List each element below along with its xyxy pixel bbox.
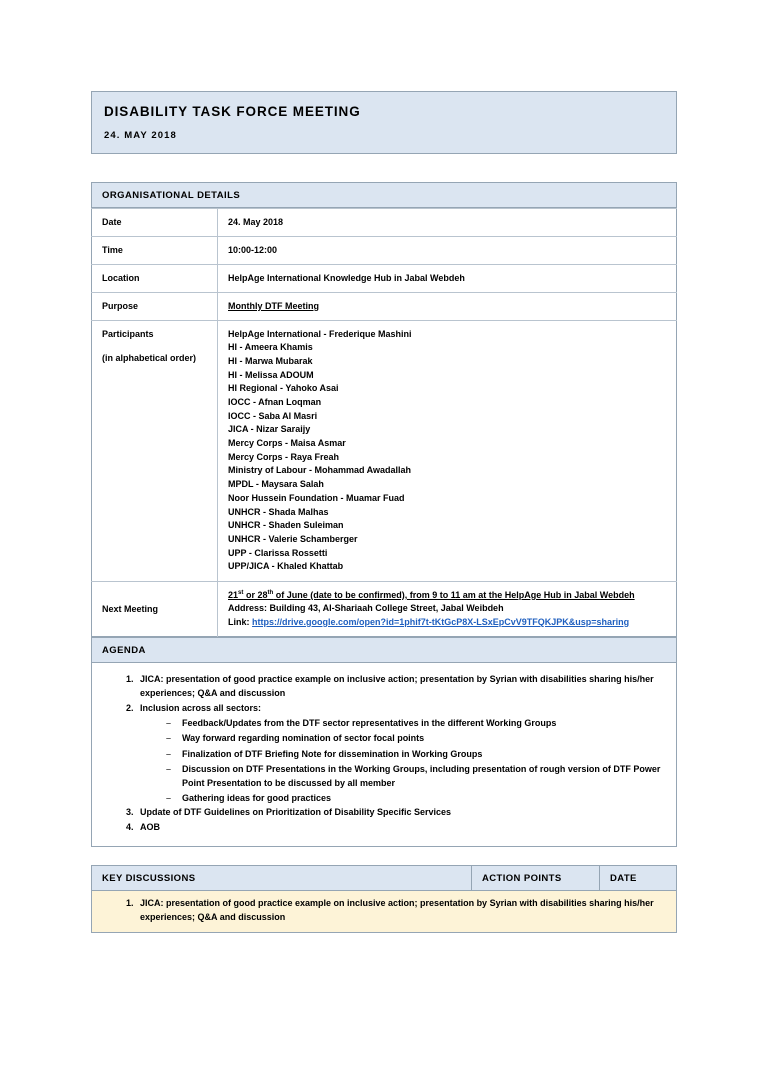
row-label-date: Date bbox=[92, 208, 218, 236]
agenda-body bbox=[91, 663, 677, 847]
agenda-subitem: – Discussion on DTF Presentations in the Working Groups, including presentation of rough version of DTF Power Point Presentation to be discussed by all member bbox=[166, 762, 666, 790]
participants-label: Participants bbox=[102, 328, 154, 339]
row-value-time: 10:00-12:00 bbox=[218, 236, 677, 264]
list-item: HI - Marwa Mubarak bbox=[228, 356, 313, 367]
list-item: UNHCR - Shada Malhas bbox=[228, 506, 329, 517]
participants-sublabel: (in alphabetical order) bbox=[102, 352, 197, 363]
row-label-time: Time bbox=[92, 236, 218, 264]
section-header-agenda: AGENDA bbox=[91, 637, 677, 663]
next-meeting-conjunction: or 28 bbox=[243, 589, 268, 600]
ordinal-suffix-2: th bbox=[267, 588, 274, 596]
row-label-next-meeting: Next Meeting bbox=[92, 581, 218, 637]
spacer bbox=[91, 154, 677, 182]
table-row bbox=[92, 320, 677, 581]
agenda-subitem: – Feedback/Updates from the DTF sector representatives in the different Working Groups bbox=[166, 716, 666, 730]
page-subtitle: 24. MAY 2018 bbox=[104, 130, 177, 142]
organisational-details-table bbox=[91, 208, 677, 638]
agenda-sublist bbox=[140, 716, 666, 805]
participants-list bbox=[228, 328, 666, 574]
agenda-subitem: – Gathering ideas for good practices bbox=[166, 791, 666, 805]
next-meeting-datetime bbox=[228, 589, 666, 603]
list-item: Ministry of Labour - Mohammad Awadallah bbox=[228, 465, 412, 476]
list-item: UPP - Clarissa Rossetti bbox=[228, 547, 328, 558]
list-item: Noor Hussein Foundation - Muamar Fuad bbox=[228, 492, 405, 503]
agenda-item-3: 3. Update of DTF Guidelines on Prioritization of Disability Specific Services bbox=[136, 806, 666, 820]
list-item: MPDL - Maysara Salah bbox=[228, 479, 324, 490]
list-item: 1. JICA: presentation of good practice example on inclusive action; presentation by Syrian with disabilities sharing his/her experiences; Q&A and discussion bbox=[136, 897, 666, 925]
list-item: HelpAge International - Frederique Mashini bbox=[228, 328, 412, 339]
agenda-item-2 bbox=[136, 702, 666, 805]
next-meeting-day1: 21 bbox=[228, 589, 239, 600]
list-item: IOCC - Afnan Loqman bbox=[228, 397, 322, 408]
list-item: IOCC - Saba Al Masri bbox=[228, 410, 318, 421]
next-meeting-link-row bbox=[228, 616, 666, 630]
next-meeting-rest: of June (date to be confirmed), from 9 to 11 am at the HelpAge Hub in Jabal Webdeh bbox=[273, 589, 635, 600]
agenda-item-4: 4. AOB bbox=[136, 821, 666, 835]
list-item: UPP/JICA - Khaled Khattab bbox=[228, 561, 344, 572]
next-meeting-link[interactable]: https://drive.google.com/open?id=1phif7t-tKtGcP8X-LSxEpCvV9TFQKJPK&usp=sharing bbox=[252, 616, 630, 627]
column-header-key-discussions: KEY DISCUSSIONS bbox=[92, 866, 472, 891]
agenda-list bbox=[102, 673, 666, 835]
agenda-item-2-label: Inclusion across all sectors: bbox=[140, 703, 262, 714]
row-value-participants bbox=[218, 320, 677, 581]
table-row bbox=[92, 236, 677, 264]
document-content bbox=[91, 91, 677, 933]
table-row bbox=[92, 264, 677, 292]
key-discussions-table bbox=[91, 865, 677, 933]
page-title: DISABILITY TASK FORCE MEETING bbox=[104, 104, 361, 119]
list-item: HI - Melissa ADOUM bbox=[228, 369, 314, 380]
agenda-item-1: 1. JICA: presentation of good practice example on inclusive action; presentation by Syrian with disabilities sharing his/her experiences; Q&A and discussion bbox=[136, 673, 666, 701]
list-item: UNHCR - Valerie Schamberger bbox=[228, 533, 358, 544]
agenda-subitem: – Finalization of DTF Briefing Note for dissemination in Working Groups bbox=[166, 747, 666, 761]
row-value-date: 24. May 2018 bbox=[218, 208, 677, 236]
column-header-date: DATE bbox=[600, 866, 677, 891]
table-row bbox=[92, 891, 677, 933]
key-discussion-cell bbox=[92, 891, 677, 933]
purpose-text: Monthly DTF Meeting bbox=[228, 300, 319, 311]
list-item: UNHCR - Shaden Suleiman bbox=[228, 520, 344, 531]
document-title-block bbox=[91, 91, 677, 154]
row-value-location: HelpAge International Knowledge Hub in Jabal Webdeh bbox=[218, 264, 677, 292]
table-row bbox=[92, 292, 677, 320]
list-item: Mercy Corps - Raya Freah bbox=[228, 451, 340, 462]
row-label-purpose: Purpose bbox=[92, 292, 218, 320]
column-header-action-points: ACTION POINTS bbox=[472, 866, 600, 891]
section-header-organisational: ORGANISATIONAL DETAILS bbox=[91, 182, 677, 208]
table-row bbox=[92, 581, 677, 637]
key-discussion-list bbox=[102, 897, 666, 925]
row-value-next-meeting bbox=[218, 581, 677, 637]
link-label: Link: bbox=[228, 616, 250, 627]
list-item: Mercy Corps - Maisa Asmar bbox=[228, 438, 346, 449]
row-label-location: Location bbox=[92, 264, 218, 292]
list-item: JICA - Nizar Saraijy bbox=[228, 424, 311, 435]
list-item: HI - Ameera Khamis bbox=[228, 342, 313, 353]
row-value-purpose bbox=[218, 292, 677, 320]
list-item: HI Regional - Yahoko Asai bbox=[228, 383, 339, 394]
table-header-row bbox=[92, 866, 677, 891]
ordinal-suffix-1: st bbox=[238, 588, 244, 596]
row-label-participants bbox=[92, 320, 218, 581]
next-meeting-address: Address: Building 43, Al-Shariaah College Street, Jabal Weibdeh bbox=[228, 603, 504, 614]
agenda-subitem: – Way forward regarding nomination of sector focal points bbox=[166, 731, 666, 745]
table-row bbox=[92, 208, 677, 236]
